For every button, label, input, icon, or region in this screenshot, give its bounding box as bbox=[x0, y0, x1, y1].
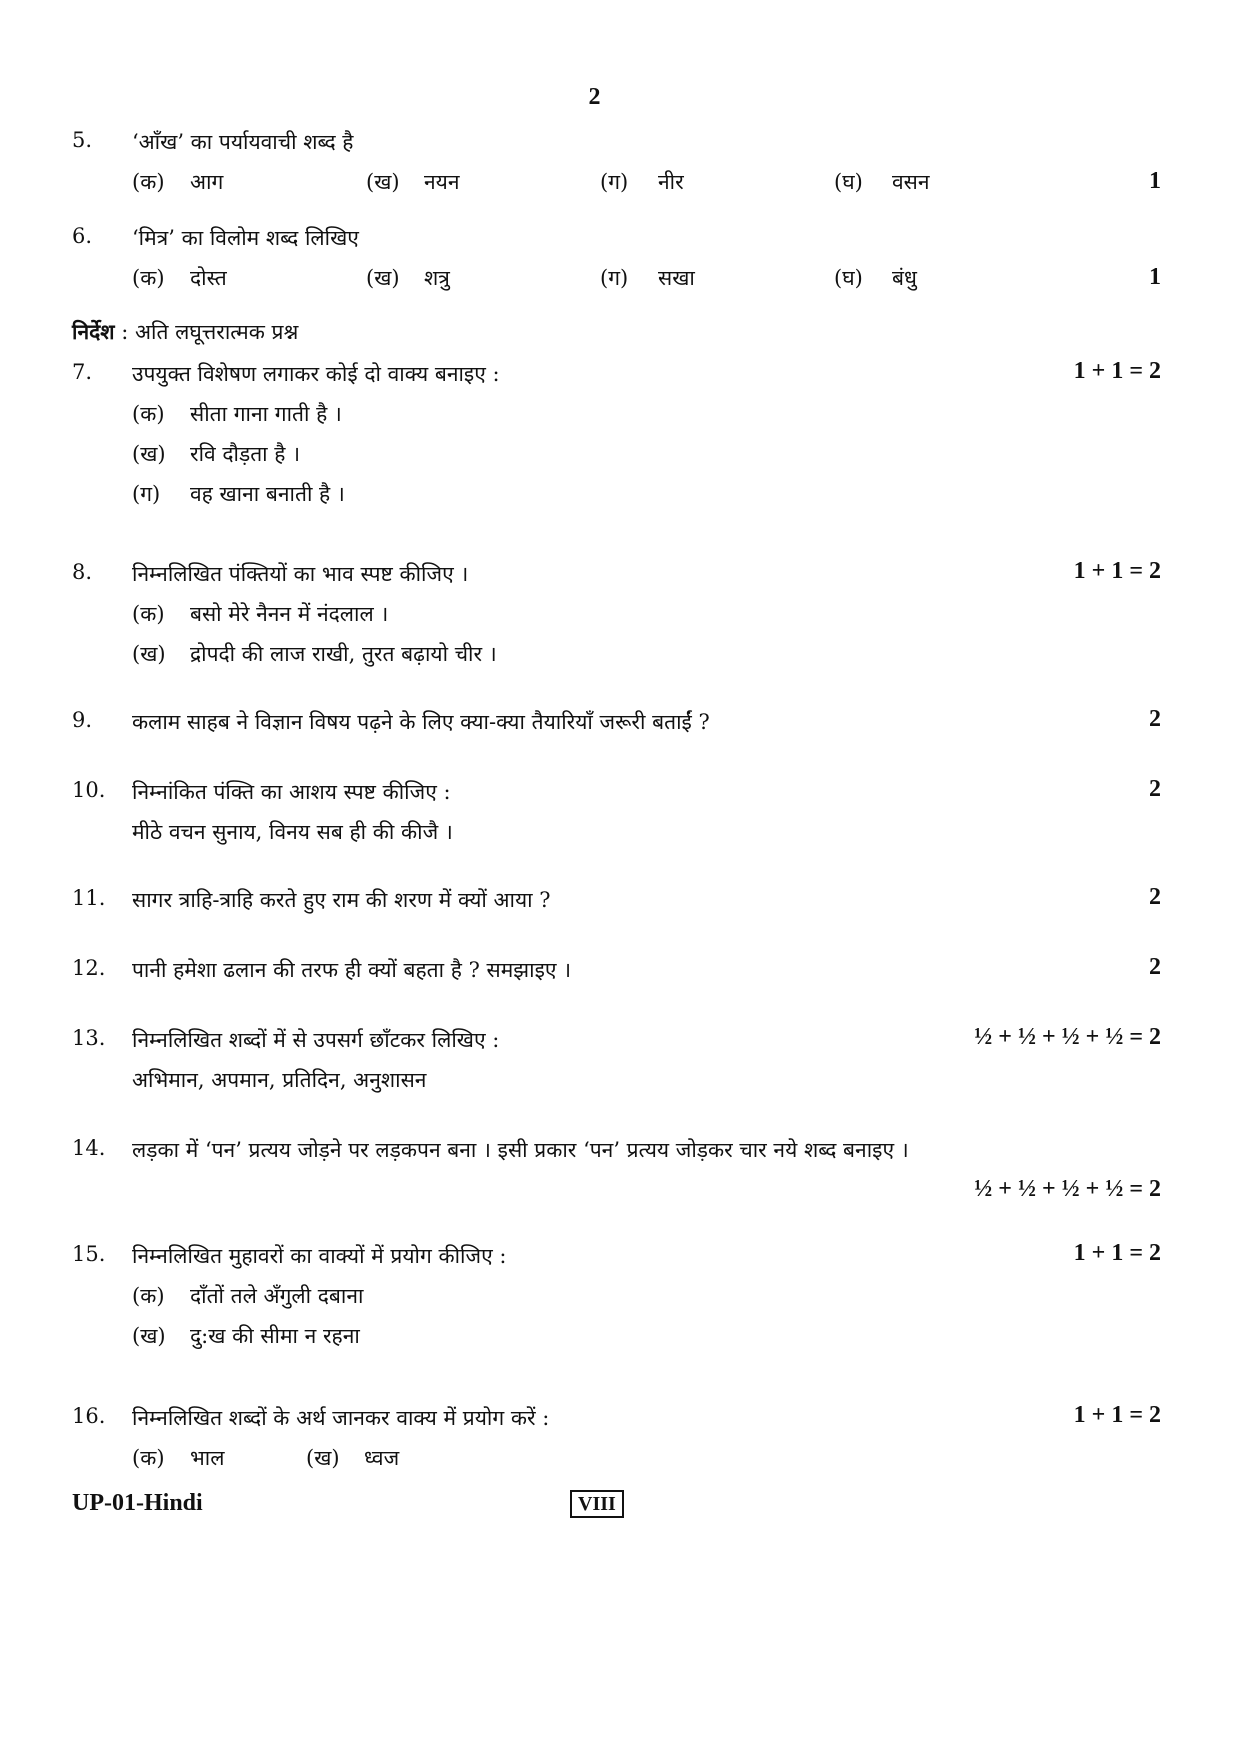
question-text: निम्नलिखित मुहावरों का वाक्यों में प्रयोग कीजिए : bbox=[132, 1244, 507, 1268]
page-number: 2 bbox=[588, 84, 601, 110]
question-number: 10. bbox=[72, 778, 106, 802]
item-label: (ग) bbox=[132, 482, 161, 506]
question-text: सागर त्राहि-त्राहि करते हुए राम की शरण में क्यों आया ? bbox=[132, 888, 551, 912]
marks: 1 + 1 = 2 bbox=[1073, 558, 1161, 584]
option-text: शत्रु bbox=[424, 266, 450, 290]
option-text: वसन bbox=[892, 170, 930, 194]
instruction bbox=[72, 318, 298, 346]
marks: 1 bbox=[1149, 264, 1161, 290]
option-label: (क) bbox=[132, 266, 165, 290]
item-label: (ख) bbox=[132, 642, 166, 666]
marks: ½ + ½ + ½ + ½ = 2 bbox=[974, 1024, 1161, 1050]
item-text: द्रोपदी की लाज राखी, तुरत बढ़ायो चीर । bbox=[190, 642, 497, 666]
class-box: VIII bbox=[570, 1490, 624, 1518]
question-number: 14. bbox=[72, 1136, 106, 1160]
option-text: सखा bbox=[658, 266, 695, 290]
question-number: 12. bbox=[72, 956, 106, 980]
question-line: अभिमान, अपमान, प्रतिदिन, अनुशासन bbox=[132, 1068, 427, 1092]
option-text: आग bbox=[190, 170, 224, 194]
question-number: 15. bbox=[72, 1242, 106, 1266]
option-text: दोस्त bbox=[190, 266, 227, 290]
option-label: (घ) bbox=[834, 170, 863, 194]
marks: 2 bbox=[1149, 954, 1161, 980]
option-label: (ख) bbox=[306, 1446, 340, 1470]
question-text: पानी हमेशा ढलान की तरफ ही क्यों बहता है ? समझाइए । bbox=[132, 958, 572, 982]
option-label: (ख) bbox=[366, 170, 400, 194]
option-label: (ग) bbox=[600, 170, 629, 194]
question-text: निम्नांकित पंक्ति का आशय स्पष्ट कीजिए : bbox=[132, 780, 451, 804]
option-text: भाल bbox=[190, 1446, 225, 1470]
question-number: 16. bbox=[72, 1404, 106, 1428]
question-text: कलाम साहब ने विज्ञान विषय पढ़ने के लिए क्या-क्या तैयारियाँ जरूरी बताईं ? bbox=[132, 710, 710, 734]
marks: 2 bbox=[1149, 706, 1161, 732]
marks: ½ + ½ + ½ + ½ = 2 bbox=[974, 1176, 1161, 1202]
question-number: 9. bbox=[72, 708, 93, 732]
option-label: (क) bbox=[132, 170, 165, 194]
question-number: 8. bbox=[72, 560, 93, 584]
question-text: निम्नलिखित शब्दों के अर्थ जानकर वाक्य में प्रयोग करें : bbox=[132, 1406, 550, 1430]
option-text: नयन bbox=[424, 170, 460, 194]
paper-code: UP-01-Hindi bbox=[72, 1490, 203, 1516]
question-text: ‘मित्र’ का विलोम शब्द लिखिए bbox=[132, 226, 359, 250]
option-label: (ख) bbox=[366, 266, 400, 290]
question-text: उपयुक्त विशेषण लगाकर कोई दो वाक्य बनाइए : bbox=[132, 362, 500, 386]
instruction-text: : अति लघूत्तरात्मक प्रश्न bbox=[121, 320, 299, 344]
marks: 1 + 1 = 2 bbox=[1073, 1402, 1161, 1428]
option-text: नीर bbox=[658, 170, 684, 194]
option-text: बंधु bbox=[892, 266, 917, 290]
question-number: 6. bbox=[72, 224, 93, 248]
question-number: 7. bbox=[72, 360, 93, 384]
marks: 1 bbox=[1149, 168, 1161, 194]
question-number: 11. bbox=[72, 886, 106, 910]
item-label: (क) bbox=[132, 402, 165, 426]
question-number: 13. bbox=[72, 1026, 106, 1050]
question-line: मीठे वचन सुनाय, विनय सब ही की कीजै । bbox=[132, 820, 453, 844]
marks: 2 bbox=[1149, 884, 1161, 910]
item-text: सीता गाना गाती है । bbox=[190, 402, 342, 426]
option-label: (क) bbox=[132, 1446, 165, 1470]
instruction-label: निर्देश bbox=[72, 319, 115, 344]
question-number: 5. bbox=[72, 128, 93, 152]
question-text: निम्नलिखित शब्दों में से उपसर्ग छाँटकर लिखिए : bbox=[132, 1028, 500, 1052]
item-text: रवि दौड़ता है । bbox=[190, 442, 301, 466]
item-text: बसो मेरे नैनन में नंदलाल । bbox=[190, 602, 389, 626]
item-label: (ख) bbox=[132, 442, 166, 466]
item-text: वह खाना बनाती है । bbox=[190, 482, 345, 506]
option-label: (घ) bbox=[834, 266, 863, 290]
question-text: ‘आँख’ का पर्यायवाची शब्द है bbox=[132, 130, 354, 154]
question-text: लड़का में ‘पन’ प्रत्यय जोड़ने पर लड़कपन बना । इसी प्रकार ‘पन’ प्रत्यय जोड़कर चार नये शब्द बनाइए । bbox=[132, 1138, 909, 1162]
marks: 1 + 1 = 2 bbox=[1073, 1240, 1161, 1266]
option-label: (ग) bbox=[600, 266, 629, 290]
item-label: (क) bbox=[132, 1284, 165, 1308]
option-text: ध्वज bbox=[364, 1446, 400, 1470]
question-text: निम्नलिखित पंक्तियों का भाव स्पष्ट कीजिए । bbox=[132, 562, 469, 586]
item-text: दाँतों तले अँगुली दबाना bbox=[190, 1284, 364, 1308]
item-text: दु:ख की सीमा न रहना bbox=[190, 1324, 360, 1348]
item-label: (ख) bbox=[132, 1324, 166, 1348]
marks: 1 + 1 = 2 bbox=[1073, 358, 1161, 384]
marks: 2 bbox=[1149, 776, 1161, 802]
item-label: (क) bbox=[132, 602, 165, 626]
